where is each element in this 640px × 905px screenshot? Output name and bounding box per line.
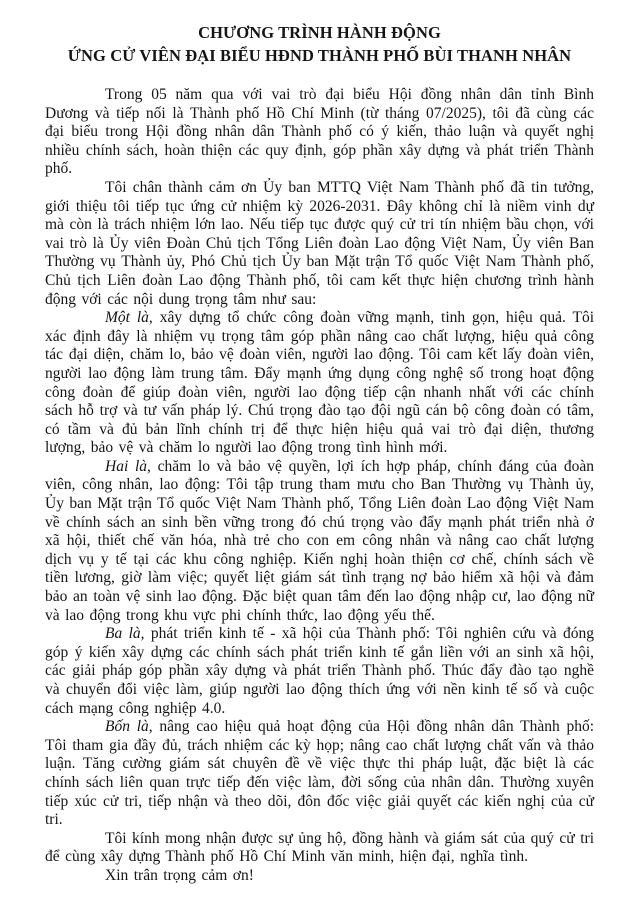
paragraph-text: Tôi chân thành cảm ơn Ủy ban MTTQ Việt Nam Thành phố đã tin tưởng, giới thiệu tôi tiếp tục ứng cử nhiệm kỳ 2026-2031. Đây không chỉ là niềm vinh dự mà còn là trách nhiệm lớn lao. Nếu tiếp tục được quý cử tri tín nhiệm bầu chọn, với vai trò là Ủy viên Đoàn Chủ tịch Tổng Liên đoàn Lao động Việt Nam, Ủy viên Ban Thường vụ Thành ủy, Phó Chủ tịch Ủy ban Mặt trận Tổ quốc Việt Nam Thành phố, Chủ tịch Liên đoàn Lao động Thành phố, tôi cam kết thực hiện chương trình hành động với các nội dung trọng tâm như sau: — [45, 178, 594, 308]
paragraph-text: Tôi kính mong nhận được sự ủng hộ, đồng hành và giám sát của quý cử tri để cùng xây dựng Thành phố Hồ Chí Minh văn minh, hiện đại, nghĩa tình. — [45, 829, 594, 866]
paragraph-thanks-commitment — [45, 179, 594, 309]
paragraph-text: chăm lo và bảo vệ quyền, lợi ích hợp pháp, chính đáng của đoàn viên, công nhân, lao động: Tôi tập trung tham mưu cho Ban Thường vụ Thành ủy, Ủy ban Mặt trận Tổ quốc Việt Nam Thành phố, Tổng Liên đoàn Lao động Việt Nam về chính sách an sinh bền vững trong đó chú trọng vào đẩy mạnh phát triển nhà ở xã hội, thiết chế văn hóa, nhà trẻ cho con em công nhân và nâng cao chất lượng dịch vụ y tế tại các khu công nghiệp. Kiến nghị hoàn thiện cơ chế, chính sách về tiền lương, giờ làm việc; quyết liệt giám sát tình trạng nợ bảo hiểm xã hội và đảm bảo an toàn vệ sinh lao động. Đặc biệt quan tâm đến lao động nhập cư, lao động nữ và lao động trong khu vực phi chính thức, lao động yếu thế. — [45, 457, 594, 624]
paragraph-point-2 — [45, 458, 594, 625]
document-title — [45, 21, 594, 67]
paragraph-point-1 — [45, 309, 594, 458]
paragraph-text: Xin trân trọng cảm ơn! — [105, 866, 254, 884]
paragraph-thank-you — [45, 867, 594, 886]
paragraph-point-3 — [45, 625, 594, 718]
paragraph-text: nâng cao hiệu quả hoạt động của Hội đồng nhân dân Thành phố: Tôi tham gia đầy đủ, trách nhiệm các kỳ họp; nâng cao chất lượng chất vấn và thảo luận. Tăng cường giám sát chuyên đề về việc thực thi pháp luật, đặc biệt là các chính sách liên quan trực tiếp đến việc làm, đời sống của nhân dân. Thường xuyên tiếp xúc cử tri, tiếp nhận và theo dõi, đôn đốc việc giải quyết các kiến nghị của cử tri. — [45, 718, 595, 829]
title-line-2: ỨNG CỬ VIÊN ĐẠI BIỂU HĐND THÀNH PHỐ BÙI THANH NHÂN — [67, 46, 572, 65]
paragraph-lead-mot-la: Một là, — [105, 309, 160, 327]
paragraph-text: phát triển kinh tế - xã hội của Thành phố: Tôi nghiên cứu và đóng góp ý kiến xây dựng các chính sách phát triển kinh tế gắn liền với an sinh xã hội, các giải pháp góp phần xây dựng và phát triển Thành phố. Thúc đẩy đào tạo nghề và chuyển đổi việc làm, giúp người lao động thích ứng với nền kinh tế số và cuộc cách mạng công nghiệp 4.0. — [45, 625, 594, 717]
paragraph-point-4 — [45, 718, 594, 830]
paragraph-text: xây dựng tổ chức công đoàn vững mạnh, tinh gọn, hiệu quả. Tôi xác định đây là nhiệm vụ trọng tâm góp phần nâng cao chất lượng, hiệu quả công tác đại diện, chăm lo, bảo vệ đoàn viên, người lao động. Tôi cam kết lấy đoàn viên, người lao động làm trung tâm. Đẩy mạnh ứng dụng công nghệ số trong hoạt động công đoàn để giúp đoàn viên, người lao động tiếp cận nhanh nhất với các chính sách hỗ trợ và tư vấn pháp lý. Chú trọng đào tạo đội ngũ cán bộ công đoàn có tâm, có tầm và đủ bản lĩnh chính trị để thực hiện hiệu quả vai trò đại diện, thương lượng, bảo vệ và chăm lo người lao động trong tình hình mới. — [45, 309, 594, 457]
paragraph-lead-bon-la: Bốn là, — [105, 718, 160, 736]
title-line-1: CHƯƠNG TRÌNH HÀNH ĐỘNG — [198, 23, 441, 42]
paragraph-intro — [45, 86, 594, 179]
paragraph-lead-hai-la: Hai là, — [105, 457, 158, 475]
document-body — [45, 86, 594, 886]
paragraph-text: Trong 05 năm qua với vai trò đại biểu Hội đồng nhân dân tỉnh Bình Dương và tiếp nối là Thành phố Hồ Chí Minh (từ tháng 07/2025), tôi đã cùng các đại biểu trong Hội đồng nhân dân Thành phố có ý kiến, thảo luận và quyết nghị nhiều chính sách, hoàn thiện các quy định, góp phần xây dựng và phát triển Thành phố. — [45, 86, 594, 178]
paragraph-closing-appeal — [45, 830, 594, 867]
paragraph-lead-ba-la: Ba là, — [105, 625, 151, 643]
